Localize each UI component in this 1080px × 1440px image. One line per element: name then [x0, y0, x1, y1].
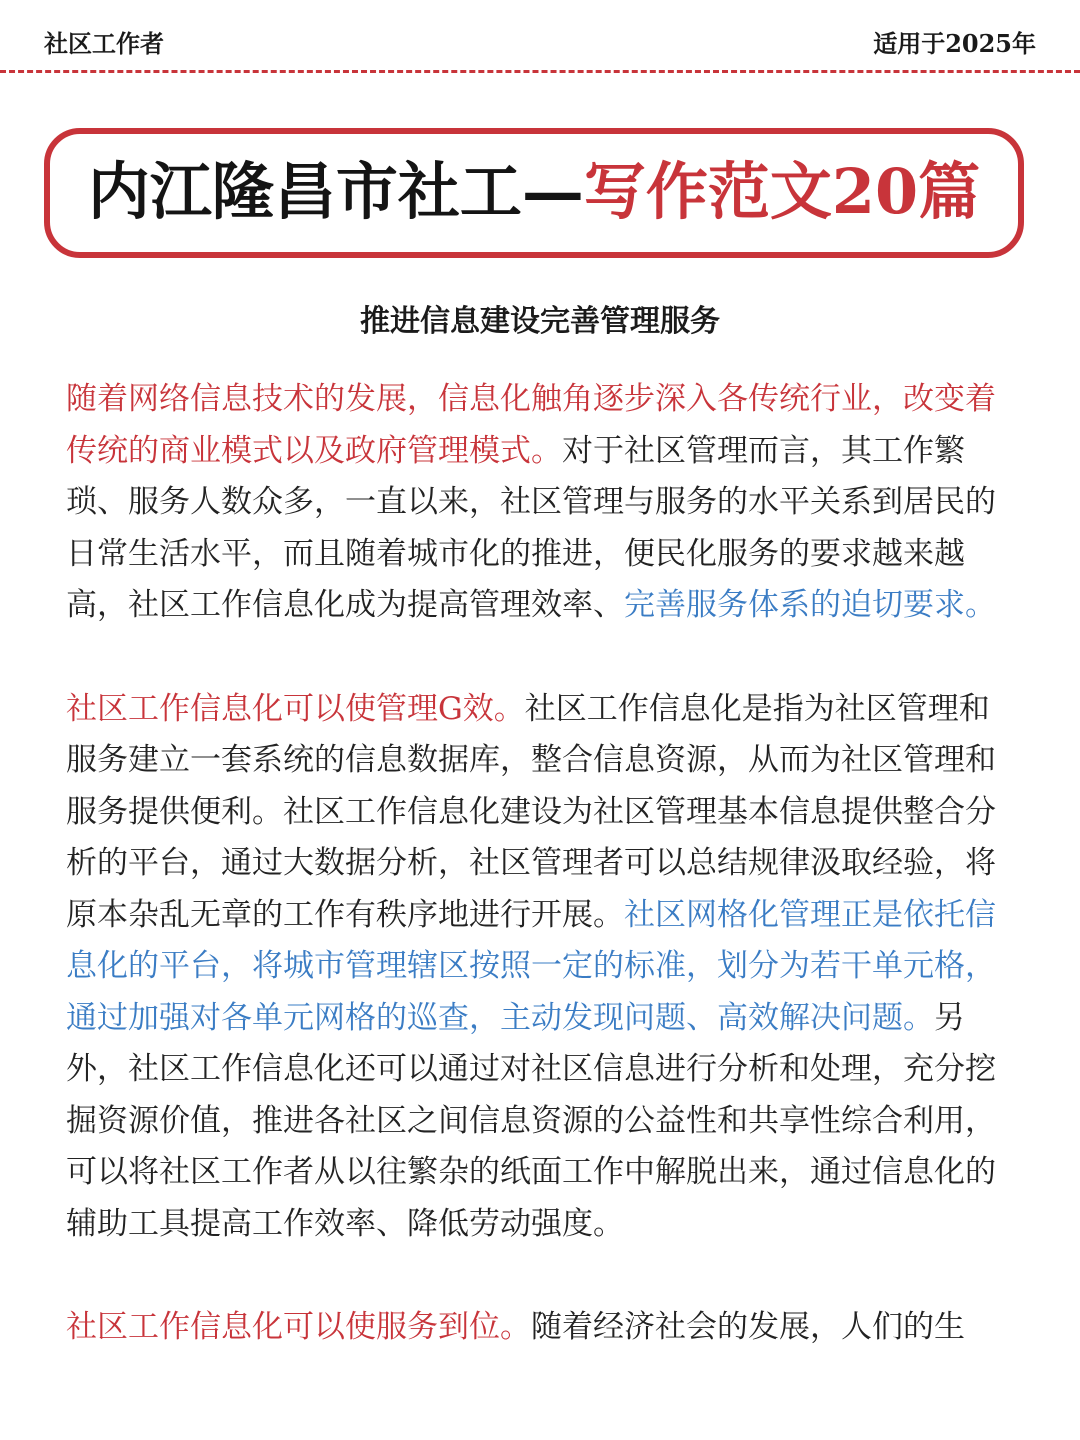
paragraph-1-red-lead: 随着网络信息技术的发展，信息化触角逐步深入各传统行业，改变着传统的商业模式以及政府管理模式。 [66, 381, 996, 469]
paragraph-3-red-lead: 社区工作信息化可以使服务到位。 [66, 1309, 531, 1345]
paragraph-2 [66, 684, 1016, 1251]
header-year-label: 适用于2025年 [873, 29, 1036, 58]
dashed-divider [0, 70, 1080, 73]
header-author-label: 社区工作者 [44, 29, 164, 58]
article-body [66, 374, 1016, 1406]
top-header [0, 0, 1080, 70]
title-main: 内江隆昌市社工— [87, 155, 584, 228]
paragraph-3-body: 随着经济社会的发展，人们的生 [531, 1309, 965, 1345]
paragraph-1 [66, 374, 1016, 632]
title-highlight: 写作范文20篇 [583, 155, 981, 228]
paragraph-3 [66, 1302, 1016, 1354]
paragraph-1-blue-tail: 完善服务体系的迫切要求。 [624, 587, 996, 623]
paragraph-1-body: 对于社区管理而言，其工作繁琐、服务人数众多，一直以来，社区管理与服务的水平关系到居民的日常生活水平，而且随着城市化的推进，便民化服务的要求越来越高，社区工作信息化成为提高管理效率、 [66, 432, 996, 623]
paragraph-2-body-b: 另外，社区工作信息化还可以通过对社区信息进行分析和处理，充分挖掘资源价值，推进各社区之间信息资源的公益性和共享性综合利用，可以将社区工作者从以往繁杂的纸面工作中解脱出来，通过信息化的辅助工具提高工作效率、降低劳动强度。 [66, 999, 996, 1242]
paragraph-2-red-lead: 社区工作信息化可以使管理G效。 [66, 690, 525, 727]
article-subtitle: 推进信息建设完善管理服务 [360, 304, 720, 339]
paragraph-2-body-a: 社区工作信息化是指为社区管理和服务建立一套系统的信息数据库，整合信息资源，从而为社区管理和服务提供便利。社区工作信息化建设为社区管理基本信息提供整合分析的平台，通过大数据分析，社区管理者可以总结规律汲取经验，将原本杂乱无章的工作有秩序地进行开展。 [66, 690, 996, 933]
title-banner [44, 128, 1024, 258]
paragraph-2-blue-middle: 社区网格化管理正是依托信息化的平台，将城市管理辖区按照一定的标准，划分为若干单元格，通过加强对各单元网格的巡查，主动发现问题、高效解决问题。 [66, 896, 996, 1036]
